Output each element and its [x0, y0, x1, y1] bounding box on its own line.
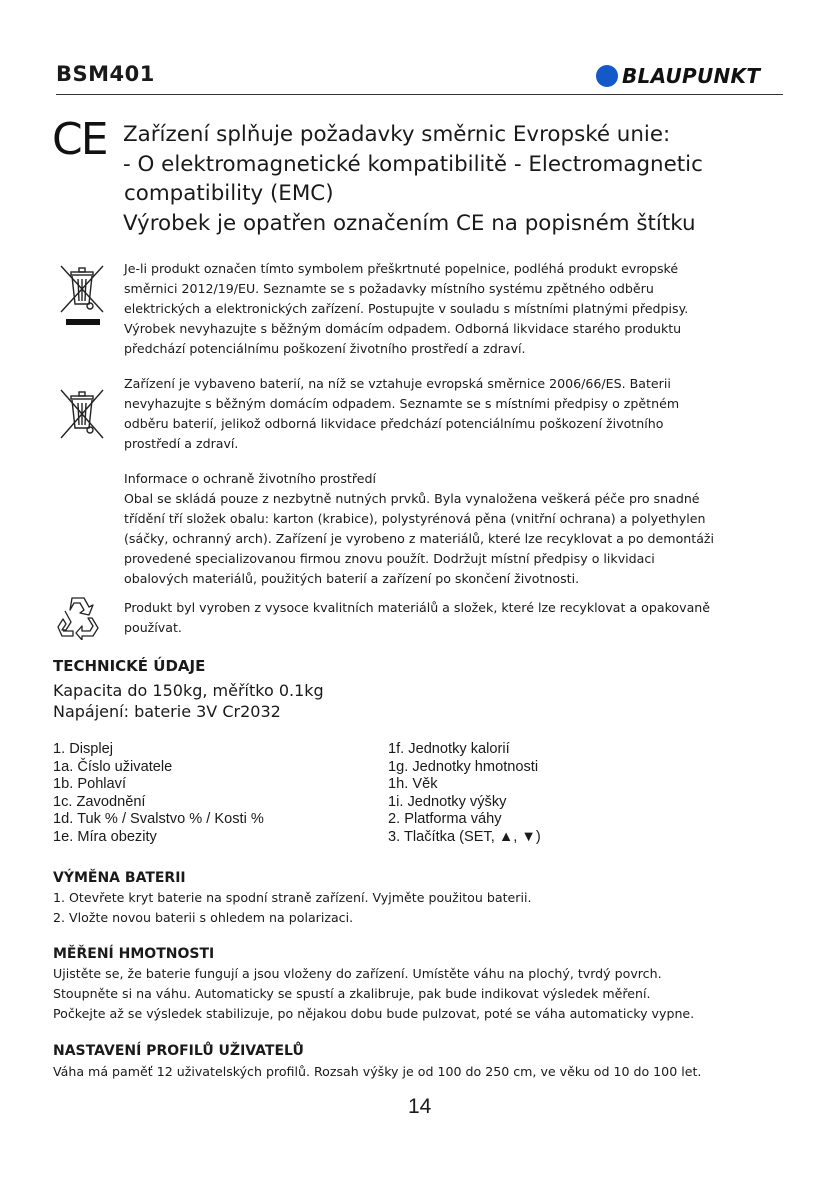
step-line: 1. Otevřete kryt baterie na spodní straně zařízení. Vyjměte použitou baterii.: [53, 890, 532, 905]
parts-list-left: [53, 741, 264, 846]
weighing-line: Stoupněte si na váhu. Automaticky se spustí a zkalibruje, pak bude indikovat výsledek měření.: [53, 986, 651, 1001]
battery-notice-line: Zařízení je vybaveno baterií, na níž se vztahuje evropská směrnice 2006/66/ES. Baterii: [124, 376, 671, 391]
weighing-instructions: [53, 964, 694, 1024]
part-item: 1i. Jednotky výšky: [388, 793, 507, 810]
part-item: 1f. Jednotky kalorií: [388, 741, 510, 757]
model-name: BSM401: [56, 62, 155, 86]
recycling-icon: [52, 594, 104, 640]
weee-line: Je-li produkt označen tímto symbolem přeškrtnuté popelnice, podléhá produkt evropské: [124, 261, 679, 276]
recycle-line: Produkt byl vyroben z vysoce kvalitních materiálů a složek, které lze recyklovat a opakovaně: [124, 600, 711, 615]
technical-heading: TECHNICKÉ ÚDAJE: [53, 657, 206, 675]
battery-replace-steps: [53, 888, 531, 928]
environment-line: provedené specializovanou firmou znovu použít. Dodržujt místní předpisy o likvidaci: [124, 551, 655, 566]
brand-dot-icon: [596, 65, 618, 87]
step-line: 2. Vložte novou baterii s ohledem na polarizaci.: [53, 910, 354, 925]
part-item: 1c. Zavodnění: [53, 793, 146, 810]
ce-line: Zařízení splňuje požadavky směrnic Evropské unie:: [123, 122, 671, 147]
profiles-info: [53, 1062, 701, 1082]
environment-line: (sáčky, ochranný arch). Zařízení je vyrobeno z materiálů, které lze recyklovat a po demontáži: [124, 531, 715, 546]
environment-line: třídění tří složek obalu: karton (krabice), polystyrénová pěna (vnitřní ochrana) a polyethylen: [124, 511, 706, 526]
environment-line: obalových materiálů, použitých baterií a zařízení po skončení životnosti.: [124, 571, 580, 586]
part-item: 2. Platforma váhy: [388, 811, 502, 827]
parts-list-right: [388, 741, 541, 846]
weee-line: směrnici 2012/19/EU. Seznamte se s požadavky místního systému zpětného odběru: [124, 281, 654, 296]
recycle-line: používat.: [124, 620, 182, 635]
weee-notice: [124, 259, 688, 359]
brand-logo: [596, 64, 760, 88]
environment-heading: Informace o ochraně životního prostředí: [124, 471, 377, 486]
technical-specs: [53, 680, 324, 722]
part-item: 1b. Pohlaví: [53, 776, 127, 792]
profiles-heading: NASTAVENÍ PROFILŮ UŽIVATELŮ: [53, 1043, 304, 1059]
profiles-line: Váha má paměť 12 uživatelských profilů. Rozsah výšky je od 100 do 250 cm, ve věku od 10 do 100 let.: [53, 1064, 702, 1079]
battery-replace-heading: VÝMĚNA BATERII: [53, 870, 186, 886]
battery-notice-line: prostředí a zdraví.: [124, 436, 239, 451]
part-item: 3. Tlačítka (SET, ▲, ▼): [388, 828, 541, 845]
brand-wordmark: BLAUPUNKT: [622, 64, 761, 88]
part-item: 1e. Míra obezity: [53, 828, 157, 845]
environment-line: Obal se skládá pouze z nezbytně nutných prvků. Byla vynaložena veškerá péče pro snadné: [124, 491, 700, 506]
ce-mark-icon: CE: [52, 114, 107, 165]
environment-info: [124, 469, 714, 589]
battery-notice-line: nevyhazujte s běžným domácím odpadem. Seznamte se s místními předpisy o zpětném: [124, 396, 680, 411]
ce-line: - O elektromagnetické kompatibilitě - Electromagnetic: [123, 151, 703, 177]
weee-line: Výrobek nevyhazujte s běžným domácím odpadem. Odborná likvidace starého produktu: [124, 321, 682, 336]
ce-line: compatibility (EMC): [124, 181, 334, 206]
header-divider: [56, 94, 783, 95]
page-number: 14: [408, 1095, 432, 1118]
ce-line: Výrobek je opatřen označením CE na popisném štítku: [123, 210, 696, 236]
crossed-out-bin-icon: [58, 388, 106, 442]
weee-line: předchází potenciálnímu poškození životního prostředí a zdraví.: [124, 341, 526, 356]
weighing-heading: MĚŘENÍ HMOTNOSTI: [53, 946, 215, 962]
spec-line: Kapacita do 150kg, měřítko 0.1kg: [53, 681, 324, 700]
crossed-out-wheelie-bin-icon: [58, 262, 106, 328]
part-item: 1. Displej: [53, 741, 114, 757]
weighing-line: Počkejte až se výsledek stabilizuje, po nějakou dobu bude pulzovat, poté se váha automaticky vypne.: [53, 1006, 695, 1021]
weighing-line: Ujistěte se, že baterie fungují a jsou vloženy do zařízení. Umístěte váhu na plochý, tvrdý povrch.: [53, 966, 662, 981]
ce-declaration: [123, 120, 703, 238]
spec-line: Napájení: baterie 3V Cr2032: [53, 702, 281, 721]
part-item: 1g. Jednotky hmotnosti: [388, 758, 539, 775]
battery-notice-line: odběru baterií, jelikož odborná likvidace předchází potenciálnímu poškození životního: [124, 416, 664, 431]
weee-line: elektrických a elektronických zařízení. Postupujte v souladu s místními platnými předpisy.: [124, 301, 689, 316]
part-item: 1d. Tuk % / Svalstvo % / Kosti %: [53, 811, 264, 827]
battery-notice: [124, 374, 679, 454]
part-item: 1a. Číslo uživatele: [53, 758, 173, 775]
part-item: 1h. Věk: [388, 776, 438, 792]
recycle-notice: [124, 598, 710, 638]
